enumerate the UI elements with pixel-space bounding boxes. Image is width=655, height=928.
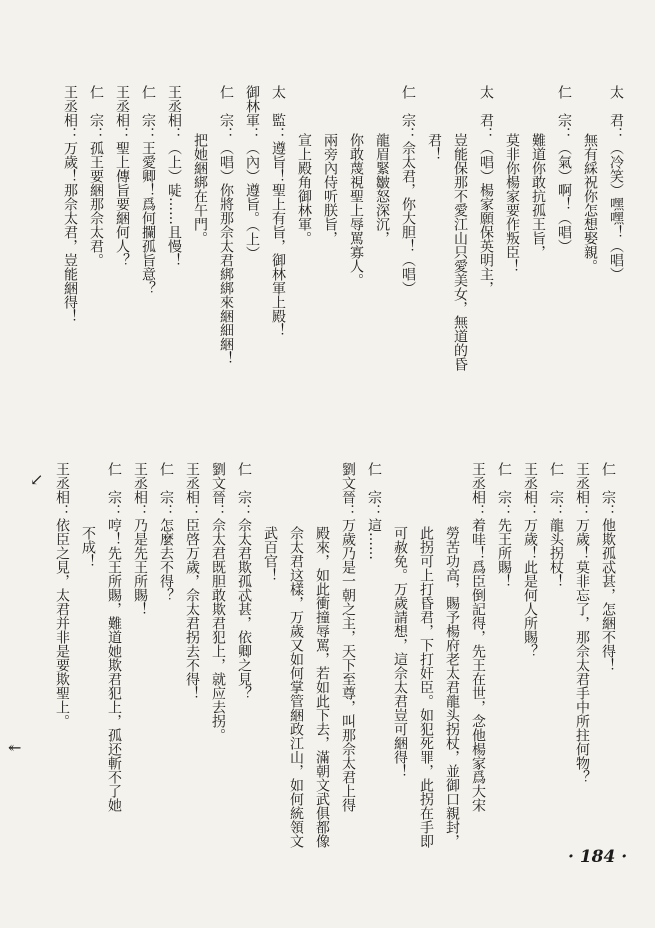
upper-text-block — [57, 85, 629, 445]
text-column: 仁 宗：先王所賜！ — [496, 462, 512, 588]
text-column: 你敢蔑視聖上辱罵寡人。 — [348, 133, 364, 287]
text-column: 不成！ — [80, 526, 96, 568]
text-column: 仁 宗：怎麼去不得？ — [158, 462, 174, 602]
text-column: 御林軍：（內）遵旨。（上） — [244, 85, 260, 260]
text-column: 仁 宗：王愛卿！爲何攔孤旨意？ — [140, 85, 156, 295]
text-column: 把她綑綁在午門。 — [192, 133, 208, 245]
text-column: 太 君：（冷笑）嘿嘿！（唱） — [608, 85, 624, 281]
text-column: 莫非你楊家要作叛臣！ — [504, 133, 520, 273]
text-column: 太 君：（唱）楊家願保英明主， — [478, 85, 494, 295]
text-column: 仁 宗：佘太君欺孤忒甚，依卿之見？ — [236, 462, 252, 700]
text-column: 王丞相：乃是先王所賜！ — [132, 462, 148, 616]
text-column: 劉文晉：佘太君既胆敢欺君犯上，就应去拐。 — [210, 462, 226, 742]
lower-text-block — [49, 462, 621, 848]
text-column: 可赦免。万歲請想，這佘太君豈可綑得！ — [392, 526, 408, 778]
text-column: 王丞相：万歲！此是何人所賜？ — [522, 462, 538, 658]
text-column: 仁 宗：孤王要綑那佘太君。 — [88, 85, 104, 267]
text-column: 武百官！ — [262, 526, 278, 582]
text-column: 仁 宗：哼！先王所賜，難道她欺君犯上，孤还斬不了她 — [106, 462, 122, 812]
text-column: 豈能保那不愛江山只愛美女，無道的昏 — [452, 133, 468, 371]
text-column: 王丞相：着哇！爲臣倒記得，先王在世，念他楊家爲大宋 — [470, 462, 486, 812]
text-column: 兩旁內侍听朕旨， — [322, 133, 338, 245]
text-column: 仁 宗：這…… — [366, 462, 382, 560]
text-column: 仁 宗：他欺孤忒甚，怎綑不得！ — [600, 462, 616, 672]
text-column: 太 監：遵旨！聖上有旨，御林軍上殿！ — [270, 85, 286, 337]
text-column: 仁 宗：龍头拐杖！ — [548, 462, 564, 588]
page-number: · 184 · — [568, 847, 628, 867]
text-column: 無有綵祝你怎想娶親。 — [582, 133, 598, 273]
text-column: 龍眉緊皺怒深沉， — [374, 133, 390, 245]
text-column: 王丞相：臣啓万歲，佘太君拐去不得！ — [184, 462, 200, 700]
text-column: 王丞相：（上）唗……且慢！ — [166, 85, 182, 267]
text-column: 劉文晉：万歲乃是一朝之主，天下至尊，叫那佘太君上得 — [340, 462, 356, 812]
text-column: 王丞相：万歲！莫非忘了，那佘太君手中所拄何物？ — [574, 462, 590, 784]
text-column: 仁 宗：佘太君，你大胆！（唱） — [400, 85, 416, 295]
text-column: 宣上殿角御林軍。 — [296, 133, 312, 245]
text-column: 仁 宗：（唱）你將那佘太君綁綁來綑細綑！ — [218, 85, 234, 365]
margin-mark-2: ↞ — [8, 738, 22, 757]
text-column: 殿來，如此衝撞辱罵，若如此下去，滿朝文武俱都像 — [314, 526, 330, 848]
margin-mark-1: ↙ — [30, 470, 44, 489]
text-column: 佘太君这樣，万歲又如何掌管綑政江山，如何統領文 — [288, 526, 304, 848]
text-column: 勞苦功高，賜予楊府老太君龍头拐杖，並御口親封， — [444, 526, 460, 848]
text-column: 王丞相：依臣之見，太君并非是要欺聖上。 — [54, 462, 70, 728]
text-column: 王丞相：聖上傳旨要綑何人？ — [114, 85, 130, 267]
text-column: 君！ — [426, 133, 442, 161]
text-column: 王丞相：万歲！那佘太君，豈能綑得！ — [62, 85, 78, 323]
text-column: 此拐可上打昏君，下打奸臣。如犯死罪，此拐在手即 — [418, 526, 434, 848]
text-column: 仁 宗：（氣）啊！（唱） — [556, 85, 572, 253]
text-column: 難道你敢抗孤王旨， — [530, 133, 546, 259]
